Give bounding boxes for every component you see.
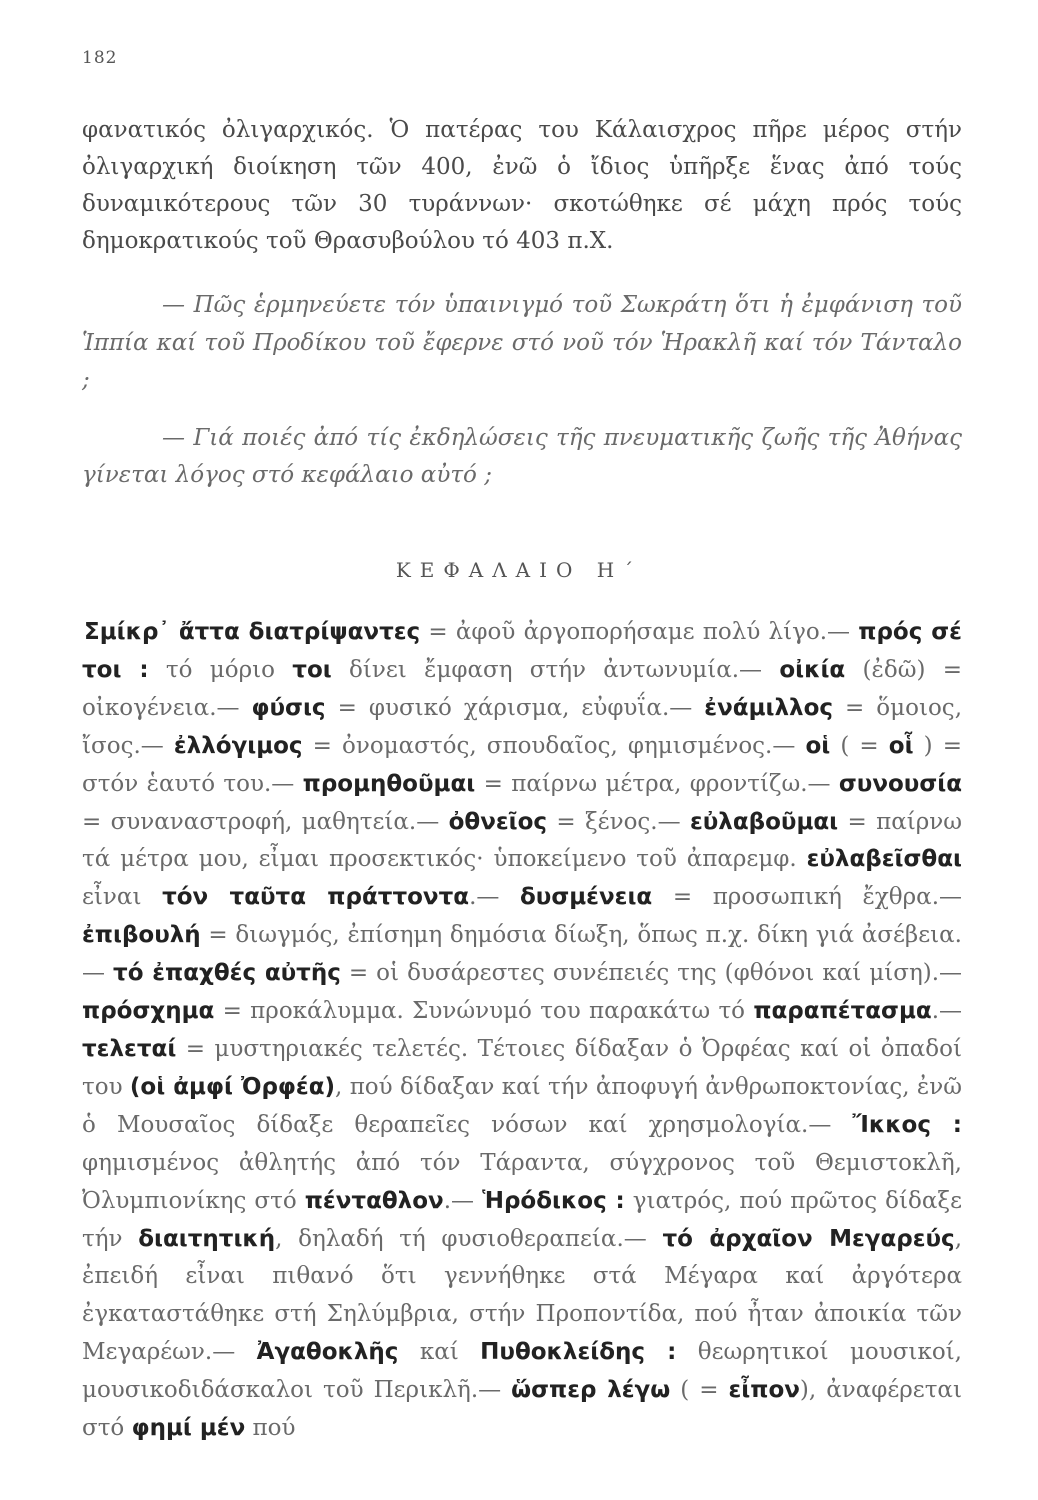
- glossary-term: τό ἀρχαῖον Μεγαρεύς: [662, 1225, 955, 1252]
- glossary-term: ἐπιβουλή: [82, 922, 201, 949]
- glossary-definition: = ὀνομαστός, σπουδαῖος, φημισμένος.—: [302, 732, 806, 759]
- question-1: — Πῶς ἑρμηνεύετε τόν ὑπαινιγμό τοῦ Σωκράτη ὅτι ἡ ἐμφάνιση τοῦ Ἱππία καί τοῦ Προδίκου τοῦ ἔφερνε στό νοῦ τόν Ἡρακλῆ καί τόν Τάνταλο ;: [82, 292, 962, 393]
- glossary-definition: = προκάλυμμα. Συνώνυμό του παρακάτω τό: [214, 998, 754, 1025]
- glossary-definition: φημισμένος ἀθλητής ἀπό τόν Τάραντα, σύγχρονος τοῦ Θεμιστοκλῆ, Ὀλυμπιονίκης στό: [82, 1149, 962, 1214]
- glossary-definition: γιατρός, πού πρῶτος δίδαξε τήν: [82, 1187, 963, 1252]
- glossary-term: ὥσπερ λέγω: [511, 1377, 671, 1404]
- glossary-definition: , πού δίδαξαν καί τήν ἀποφυγή ἀνθρωποκτονίας, ἐνῶ ὁ Μουσαῖος δίδαξε θεραπεῖες νόσων καί χρησμολογία.—: [82, 1073, 962, 1138]
- glossary-term: φημί μέν: [131, 1415, 246, 1442]
- glossary-definition: = διωγμός, ἐπίσημη δημόσια δίωξη, ὅπως π.χ. δίκη γιά ἀσέβεια.—: [82, 922, 962, 987]
- intro-text: φανατικός ὀλιγαρχικός. Ὁ πατέρας του Κάλαισχρος πῆρε μέρος στήν ὀλιγαρχική διοίκηση τῶν 400, ἐνῶ ὁ ἴδιος ὑπῆρξε ἕνας ἀπό τούς δυναμικότερους τῶν 30 τυράννων· σκοτώθηκε σέ μάχη πρός τούς δημοκρατικούς τοῦ Θρασυβούλου τό 403 π.Χ.: [82, 117, 962, 254]
- intro-paragraph: [82, 112, 962, 260]
- glossary-definition: .—: [931, 998, 962, 1025]
- glossary-definition: = μυστηριακές τελετές. Τέτοιες δίδαξαν ὁ Ὀρφέας καί οἱ ὀπαδοί του: [82, 1035, 962, 1100]
- glossary-definition: .—: [469, 884, 520, 911]
- glossary-term: τόν ταῦτα πράττοντα: [162, 884, 470, 911]
- glossary-definition: = προσωπική ἔχθρα.—: [652, 884, 963, 911]
- glossary-term: Ἀγαθοκλῆς: [256, 1339, 399, 1366]
- glossary-term: προμηθοῦμαι: [302, 770, 476, 797]
- glossary-term: φύσις: [251, 694, 326, 721]
- question-2: — Γιά ποιές ἀπό τίς ἐκδηλώσεις τῆς πνευματικῆς ζωῆς τῆς Ἀθήνας γίνεται λόγος στό κεφάλαιο αὐτό ;: [82, 424, 962, 488]
- glossary-definition: = συναναστροφή, μαθητεία.—: [82, 808, 449, 835]
- glossary-definition: πού: [245, 1415, 296, 1442]
- questions-block: [82, 287, 962, 515]
- glossary-definition: ( =: [830, 732, 889, 759]
- glossary-definition: = ἀφοῦ ἀργοπορήσαμε πολύ λίγο.—: [420, 619, 859, 645]
- glossary-definition: = ξένος.—: [547, 808, 690, 835]
- glossary-text: [82, 614, 962, 1448]
- glossary-term: ἐνάμιλλος: [704, 694, 833, 721]
- glossary-term: ὀθνεῖος: [448, 808, 548, 835]
- glossary-definition: , ἐπειδή εἶναι πιθανό ὅτι γεννήθηκε στά Μέγαρα καί ἀργότερα ἐγκαταστάθηκε στή Σηλύμβρια, στήν Προποντίδα, πού ἦταν ἀποικία τῶν Μεγαρέων.—: [82, 1225, 962, 1366]
- glossary-term: εὐλαβοῦμαι: [689, 808, 839, 835]
- glossary-term: Πυθοκλείδης :: [480, 1339, 677, 1366]
- glossary-term: παραπέτασμα: [753, 998, 932, 1025]
- glossary-term: οἷ: [888, 732, 914, 759]
- glossary-term: δυσμένεια: [520, 884, 653, 911]
- glossary-definition: ) = στόν ἑαυτό του.—: [82, 732, 962, 797]
- glossary-term: Σμίκρ᾽ ἄττα διατρίψαντες: [84, 619, 421, 645]
- glossary-definition: καί: [398, 1339, 481, 1366]
- glossary-definition: = ὅμοιος, ἴσος.—: [82, 694, 963, 759]
- glossary-term: οἰκία: [779, 656, 846, 683]
- glossary-definition: ), ἀναφέρεται στό: [82, 1377, 962, 1442]
- glossary-term: Ἡρόδικος :: [482, 1187, 625, 1214]
- glossary-definition: , δηλαδή τή φυσιοθεραπεία.—: [275, 1225, 663, 1252]
- glossary-definition: εἶναι: [82, 884, 163, 911]
- page-number: 182: [82, 48, 118, 68]
- glossary-term: συνουσία: [838, 770, 962, 797]
- glossary-term: τελεταί: [82, 1035, 177, 1062]
- chapter-heading: ΚΕΦΑΛΑΙΟ Η΄: [395, 558, 643, 582]
- glossary-term: πρόσχημα: [82, 998, 215, 1025]
- glossary-definition: (ἐδῶ) = οἰκογένεια.—: [82, 656, 962, 721]
- glossary-definition: = οἱ δυσάρεστες συνέπειές της (φθόνοι καί μίση).—: [340, 960, 963, 987]
- glossary-definition: = φυσικό χάρισμα, εὐφυΐα.—: [325, 694, 705, 721]
- glossary-term: (οἱ ἀμφί Ὀρφέα): [129, 1073, 336, 1100]
- glossary-block: [82, 614, 962, 1448]
- glossary-term: ἐλλόγιμος: [173, 732, 303, 759]
- glossary-definition: τό μόριο: [148, 656, 293, 683]
- glossary-definition: = παίρνω μέτρα, φροντίζω.—: [475, 770, 839, 797]
- glossary-definition: δίνει ἔμφαση στήν ἀντωνυμία.—: [331, 656, 780, 683]
- glossary-term: εἶπον: [728, 1377, 800, 1404]
- glossary-definition: .—: [443, 1187, 483, 1214]
- glossary-term: Ἴκκος :: [852, 1111, 963, 1138]
- glossary-definition: = παίρνω τά μέτρα μου, εἶμαι προσεκτικός· ὑποκείμενο τοῦ ἀπαρεμφ.: [82, 808, 963, 873]
- glossary-definition: ( =: [670, 1377, 729, 1404]
- glossary-definition: θεωρητικοί μουσικοί, μουσικοδιδάσκαλοι τοῦ Περικλῆ.—: [82, 1339, 962, 1404]
- glossary-term: πένταθλον: [304, 1187, 444, 1214]
- glossary-term: εὐλαβεῖσθαι: [806, 846, 962, 873]
- glossary-term: πρός σέ τοι :: [82, 619, 962, 683]
- glossary-term: τοι: [292, 656, 332, 683]
- glossary-term: τό ἐπαχθές αὐτῆς: [113, 960, 341, 987]
- glossary-term: διαιτητική: [138, 1225, 276, 1252]
- glossary-term: οἱ: [805, 732, 831, 759]
